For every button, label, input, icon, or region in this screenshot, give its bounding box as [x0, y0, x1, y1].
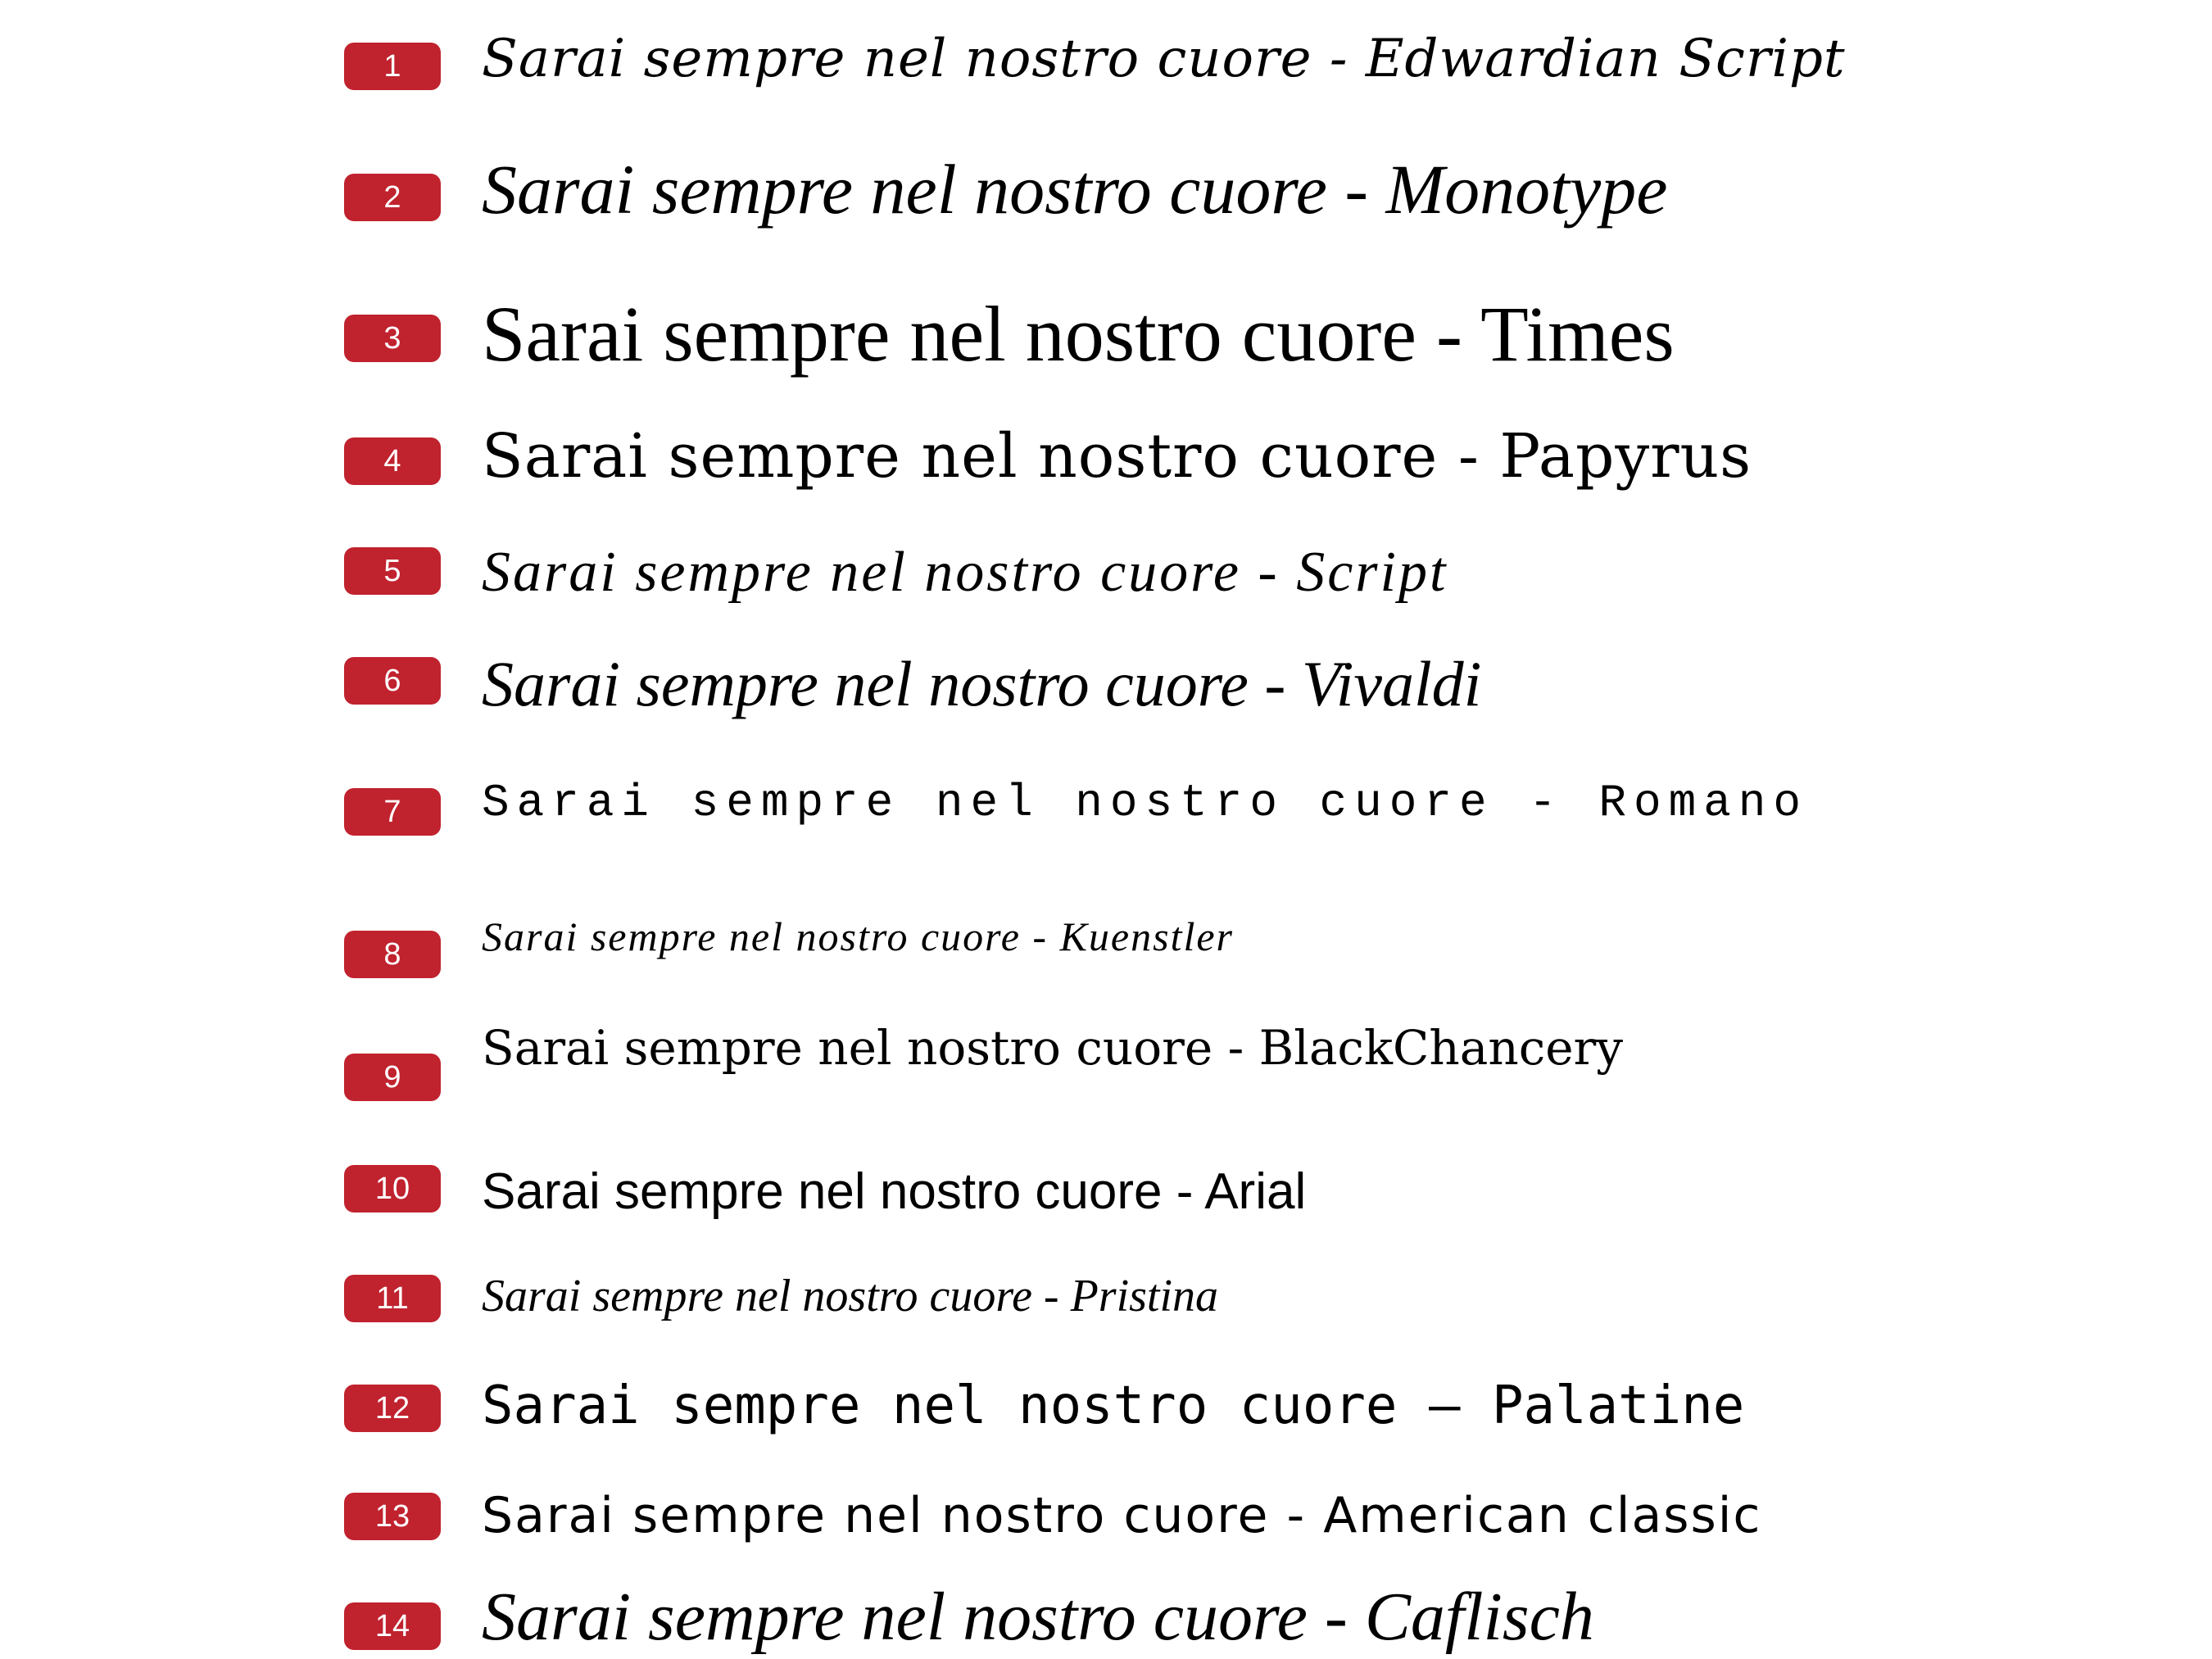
sample-number-badge: 1 — [344, 43, 441, 90]
sample-text-blackchancery: Sarai sempre nel nostro cuore - BlackChancery — [482, 1020, 1624, 1076]
sample-text-script: Sarai sempre nel nostro cuore - Script — [482, 541, 1448, 604]
sample-number-badge: 5 — [344, 547, 441, 595]
sample-text-caflisch: Sarai sempre nel nostro cuore - Caflisch — [482, 1579, 1594, 1655]
sample-number-badge: 13 — [344, 1493, 441, 1540]
sample-text-monotype: Sarai sempre nel nostro cuore - Monotype — [482, 150, 1668, 229]
sample-text-papyrus: Sarai sempre nel nostro cuore - Papyrus — [482, 421, 1752, 492]
sample-number-badge: 8 — [344, 931, 441, 978]
sample-text-arial: Sarai sempre nel nostro cuore - Arial — [482, 1163, 1307, 1220]
sample-text-palatine: Sarai sempre nel nostro cuore – Palatine — [482, 1376, 1745, 1436]
sample-number-badge: 14 — [344, 1602, 441, 1650]
sample-text-times: Sarai sempre nel nostro cuore - Times — [482, 290, 1675, 378]
sample-number-badge: 11 — [344, 1275, 441, 1322]
sample-number-badge: 6 — [344, 657, 441, 705]
sample-text-kuenstler: Sarai sempre nel nostro cuore - Kuenstler — [482, 913, 1235, 959]
sample-text-edwardian-script: Sarai sempre nel nostro cuore - Edwardian Script — [482, 29, 1846, 89]
sample-number-badge: 3 — [344, 315, 441, 362]
sample-number-badge: 9 — [344, 1054, 441, 1101]
sample-text-vivaldi: Sarai sempre nel nostro cuore - Vivaldi — [482, 648, 1482, 719]
sample-number-badge: 7 — [344, 788, 441, 836]
sample-number-badge: 2 — [344, 174, 441, 221]
sample-number-badge: 12 — [344, 1385, 441, 1432]
sample-text-pristina: Sarai sempre nel nostro cuore - Pristina — [482, 1271, 1219, 1321]
sample-text-american-classic: Sarai sempre nel nostro cuore - American classic — [482, 1487, 1762, 1544]
sample-number-badge: 4 — [344, 437, 441, 485]
sample-text-romano: Sarai sempre nel nostro cuore - Romano — [482, 777, 1809, 829]
sample-number-badge: 10 — [344, 1165, 441, 1213]
